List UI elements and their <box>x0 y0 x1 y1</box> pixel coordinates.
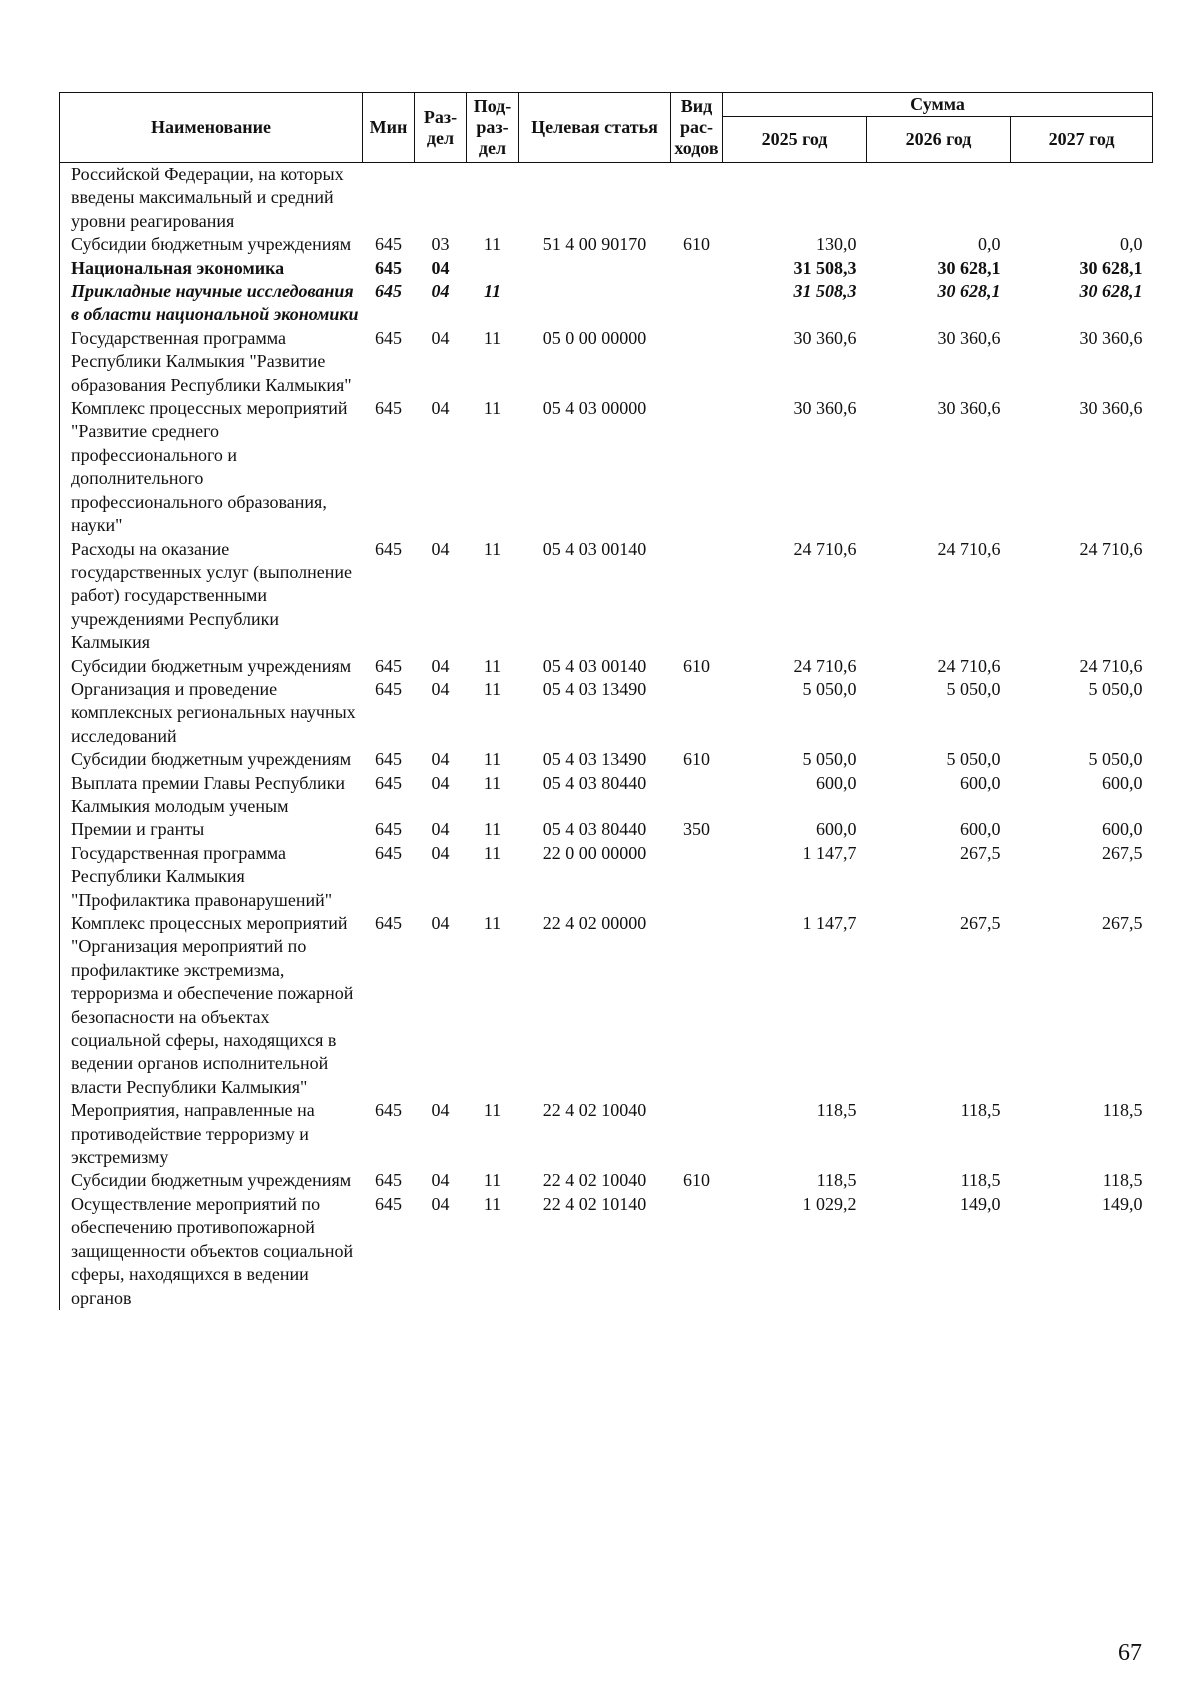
cell-sum-2027: 5 050,0 <box>1088 749 1143 770</box>
cell-podrazdel: 11 <box>483 842 502 863</box>
cell-min <box>363 163 415 234</box>
cell-name: Национальная экономика <box>60 257 363 280</box>
cell-sum-2027: 30 628,1 <box>1079 281 1143 302</box>
cell-min: 645 <box>375 842 402 863</box>
cell-sum-2027: 5 050,0 <box>1088 678 1143 699</box>
cell-sum-2026: 118,5 <box>960 1170 1001 1191</box>
cell-sum-2025: 1 029,2 <box>802 1193 857 1214</box>
cell-vid-raskhodov <box>671 163 723 234</box>
cell-name: Субсидии бюджетным учреждениям <box>60 1169 363 1192</box>
cell-razdel: 04 <box>431 913 450 933</box>
cell-tselevaya-statya: 05 4 03 00140 <box>542 655 647 676</box>
table-row <box>60 912 1153 1099</box>
header-min: Мин <box>363 93 415 163</box>
header-podrazdel: Под-раз-дел <box>467 93 519 163</box>
cell-tselevaya-statya: 05 4 03 80440 <box>542 772 647 793</box>
cell-sum-2026 <box>867 163 1011 234</box>
cell-name: Прикладные научные исследования в области национальной экономики <box>60 280 363 327</box>
cell-sum-2027: 149,0 <box>1102 1193 1143 1214</box>
cell-name: Организация и проведение комплексных региональных научных исследований <box>60 678 363 748</box>
cell-min: 645 <box>375 1100 402 1121</box>
cell-razdel <box>415 163 467 234</box>
cell-min: 645 <box>375 749 402 770</box>
cell-podrazdel: 11 <box>483 749 502 770</box>
cell-sum-2027: 30 360,6 <box>1079 398 1143 419</box>
cell-sum-2026: 30 628,1 <box>937 257 1001 278</box>
cell-sum-2025: 31 508,3 <box>793 257 857 278</box>
cell-min: 645 <box>375 281 402 302</box>
cell-tselevaya-statya <box>519 280 671 327</box>
cell-name: Осуществление мероприятий по обеспечению противопожарной защищенности объектов социальной сферы, находящихся в ведении органов <box>60 1193 363 1310</box>
cell-sum-2025: 600,0 <box>816 819 857 840</box>
table-row <box>60 257 1153 280</box>
cell-razdel: 04 <box>431 749 450 770</box>
cell-vid-raskhodov <box>671 842 723 912</box>
cell-name: Субсидии бюджетным учреждениям <box>60 233 363 256</box>
cell-sum-2026: 30 628,1 <box>937 281 1001 302</box>
page-number: 67 <box>1118 1640 1142 1666</box>
cell-sum-2025: 118,5 <box>816 1170 857 1191</box>
cell-podrazdel <box>467 163 519 234</box>
cell-podrazdel: 11 <box>483 678 502 699</box>
cell-tselevaya-statya: 05 4 03 13490 <box>542 678 647 699</box>
header-vid-raskhodov: Вид рас-ходов <box>671 93 723 163</box>
cell-podrazdel: 11 <box>483 1170 502 1191</box>
cell-sum-2025: 118,5 <box>816 1100 857 1121</box>
cell-razdel: 04 <box>431 842 450 863</box>
cell-sum-2026: 30 360,6 <box>937 398 1001 419</box>
cell-name: Выплата премии Главы Республики Калмыкия молодым ученым <box>60 772 363 819</box>
cell-tselevaya-statya: 22 4 02 10040 <box>542 1170 647 1191</box>
cell-name: Мероприятия, направленные на противодействие терроризму и экстремизму <box>60 1099 363 1169</box>
cell-sum-2025: 130,0 <box>816 234 857 255</box>
cell-razdel: 04 <box>431 678 450 699</box>
cell-tselevaya-statya: 05 4 03 00000 <box>542 398 647 419</box>
cell-sum-2026: 267,5 <box>960 842 1001 863</box>
cell-sum-2027: 24 710,6 <box>1079 538 1143 559</box>
cell-sum-2026: 149,0 <box>960 1193 1001 1214</box>
cell-sum-2027: 30 628,1 <box>1079 257 1143 278</box>
cell-vid-raskhodov: 610 <box>683 1170 710 1191</box>
cell-sum-2025: 5 050,0 <box>802 749 857 770</box>
cell-razdel: 04 <box>431 257 450 278</box>
cell-name: Государственная программа Республики Калмыкия "Развитие образования Республики Калмыкия" <box>60 327 363 397</box>
cell-vid-raskhodov: 610 <box>683 234 710 255</box>
cell-min: 645 <box>375 398 402 419</box>
cell-razdel: 04 <box>431 1100 450 1121</box>
cell-razdel: 03 <box>431 234 450 255</box>
table-row <box>60 327 1153 397</box>
table-body <box>60 163 1153 1310</box>
table-row <box>60 818 1153 841</box>
table-row <box>60 748 1153 771</box>
cell-sum-2026: 267,5 <box>960 913 1001 933</box>
cell-tselevaya-statya <box>519 257 671 280</box>
cell-min: 645 <box>375 913 402 933</box>
cell-name: Расходы на оказание государственных услуг (выполнение работ) государственными учреждениями Республики Калмыкия <box>60 538 363 655</box>
table-row <box>60 280 1153 327</box>
cell-sum-2027: 118,5 <box>1102 1100 1143 1121</box>
cell-min: 645 <box>375 772 402 793</box>
table-row <box>60 772 1153 819</box>
cell-sum-2027: 24 710,6 <box>1079 655 1143 676</box>
cell-podrazdel: 11 <box>483 1193 502 1214</box>
table-row <box>60 842 1153 912</box>
cell-vid-raskhodov: 610 <box>683 655 710 676</box>
cell-sum-2025: 30 360,6 <box>793 327 857 348</box>
cell-min: 645 <box>375 1170 402 1191</box>
cell-tselevaya-statya: 22 4 02 10140 <box>542 1193 647 1214</box>
cell-sum-2025: 1 147,7 <box>802 913 857 933</box>
cell-min: 645 <box>375 257 402 278</box>
cell-name: Субсидии бюджетным учреждениям <box>60 748 363 771</box>
cell-sum-2025: 30 360,6 <box>793 398 857 419</box>
cell-tselevaya-statya: 05 4 03 80440 <box>542 819 647 840</box>
cell-min: 645 <box>375 538 402 559</box>
cell-sum-2026: 118,5 <box>960 1100 1001 1121</box>
header-razdel: Раз-дел <box>415 93 467 163</box>
cell-sum-2026: 600,0 <box>960 819 1001 840</box>
cell-vid-raskhodov <box>671 257 723 280</box>
cell-podrazdel: 11 <box>483 281 501 302</box>
cell-sum-2025 <box>723 163 867 234</box>
cell-vid-raskhodov <box>671 327 723 397</box>
cell-name: Комплекс процессных мероприятий "Организация мероприятий по профилактике экстремизма, терроризма и обеспечение пожарной безопасности на объектах социальной сферы, находящихся в ведении органов исполнительной власти Республики Калмыкия" <box>60 912 363 1099</box>
cell-sum-2025: 1 147,7 <box>802 842 857 863</box>
cell-podrazdel: 11 <box>483 819 502 840</box>
cell-sum-2026: 24 710,6 <box>937 655 1001 676</box>
cell-vid-raskhodov <box>671 772 723 819</box>
cell-vid-raskhodov <box>671 280 723 327</box>
cell-sum-2026: 24 710,6 <box>937 538 1001 559</box>
cell-vid-raskhodov <box>671 912 723 1099</box>
cell-tselevaya-statya <box>519 163 671 234</box>
cell-razdel: 04 <box>431 655 450 676</box>
cell-sum-2027: 0,0 <box>1120 234 1143 255</box>
header-tselevaya-statya: Целевая статья <box>519 93 671 163</box>
cell-podrazdel <box>467 257 519 280</box>
cell-sum-2026: 5 050,0 <box>946 749 1001 770</box>
cell-min: 645 <box>375 1193 402 1214</box>
cell-razdel: 04 <box>431 398 450 419</box>
cell-vid-raskhodov <box>671 678 723 748</box>
cell-tselevaya-statya: 22 4 02 10040 <box>542 1100 647 1121</box>
cell-podrazdel: 11 <box>483 234 502 255</box>
table-header <box>60 93 1153 163</box>
cell-tselevaya-statya: 22 0 00 00000 <box>542 842 647 863</box>
cell-vid-raskhodov <box>671 538 723 655</box>
table-row <box>60 233 1153 256</box>
cell-sum-2027: 118,5 <box>1102 1170 1143 1191</box>
cell-podrazdel: 11 <box>483 772 502 793</box>
cell-razdel: 04 <box>431 1170 450 1191</box>
cell-podrazdel: 11 <box>483 538 502 559</box>
cell-sum-2025: 24 710,6 <box>793 655 857 676</box>
cell-vid-raskhodov <box>671 397 723 537</box>
cell-podrazdel: 11 <box>483 913 502 933</box>
cell-tselevaya-statya: 51 4 00 90170 <box>542 234 647 255</box>
cell-sum-2025: 31 508,3 <box>793 281 857 302</box>
cell-vid-raskhodov <box>671 1193 723 1310</box>
cell-min: 645 <box>375 655 402 676</box>
cell-sum-2026: 5 050,0 <box>946 678 1001 699</box>
table-row <box>60 1193 1153 1310</box>
cell-sum-2026: 600,0 <box>960 772 1001 793</box>
cell-podrazdel: 11 <box>483 327 502 348</box>
table-row <box>60 678 1153 748</box>
cell-name: Комплекс процессных мероприятий "Развитие среднего профессионального и дополнительного профессионального образования, науки" <box>60 397 363 537</box>
cell-sum-2027 <box>1011 163 1153 234</box>
cell-razdel: 04 <box>431 1193 450 1214</box>
cell-sum-2025: 600,0 <box>816 772 857 793</box>
cell-vid-raskhodov: 350 <box>683 819 710 840</box>
header-2026: 2026 год <box>867 117 1011 163</box>
cell-tselevaya-statya: 05 4 03 13490 <box>542 749 647 770</box>
cell-razdel: 04 <box>431 281 450 302</box>
cell-name: Государственная программа Республики Калмыкия "Профилактика правонарушений" <box>60 842 363 912</box>
cell-razdel: 04 <box>431 538 450 559</box>
budget-table <box>59 92 1153 1310</box>
cell-name: Субсидии бюджетным учреждениям <box>60 655 363 678</box>
header-2027: 2027 год <box>1011 117 1153 163</box>
header-2025: 2025 год <box>723 117 867 163</box>
cell-razdel: 04 <box>431 772 450 793</box>
table-row <box>60 538 1153 655</box>
cell-tselevaya-statya: 22 4 02 00000 <box>542 913 647 933</box>
cell-sum-2027: 600,0 <box>1102 772 1143 793</box>
cell-vid-raskhodov: 610 <box>683 749 710 770</box>
cell-razdel: 04 <box>431 819 450 840</box>
table-row <box>60 1099 1153 1169</box>
cell-sum-2027: 30 360,6 <box>1079 327 1143 348</box>
cell-min: 645 <box>375 327 402 348</box>
cell-podrazdel: 11 <box>483 1100 502 1121</box>
cell-min: 645 <box>375 678 402 699</box>
cell-sum-2025: 24 710,6 <box>793 538 857 559</box>
cell-min: 645 <box>375 819 402 840</box>
header-name: Наименование <box>60 93 363 163</box>
table-row <box>60 163 1153 234</box>
cell-name: Российской Федерации, на которых введены максимальный и средний уровни реагирования <box>60 163 363 234</box>
cell-name: Премии и гранты <box>60 818 363 841</box>
cell-vid-raskhodov <box>671 1099 723 1169</box>
header-summa: Сумма <box>723 93 1153 117</box>
table-row <box>60 397 1153 537</box>
cell-razdel: 04 <box>431 327 450 348</box>
cell-tselevaya-statya: 05 0 00 00000 <box>542 327 647 348</box>
cell-sum-2027: 267,5 <box>1102 842 1143 863</box>
cell-podrazdel: 11 <box>483 398 502 419</box>
cell-sum-2027: 267,5 <box>1102 913 1143 933</box>
cell-sum-2026: 0,0 <box>978 234 1001 255</box>
cell-sum-2025: 5 050,0 <box>802 678 857 699</box>
cell-tselevaya-statya: 05 4 03 00140 <box>542 538 647 559</box>
cell-sum-2027: 600,0 <box>1102 819 1143 840</box>
cell-sum-2026: 30 360,6 <box>937 327 1001 348</box>
table-row <box>60 1169 1153 1192</box>
table-row <box>60 655 1153 678</box>
cell-min: 645 <box>375 234 402 255</box>
cell-podrazdel: 11 <box>483 655 502 676</box>
